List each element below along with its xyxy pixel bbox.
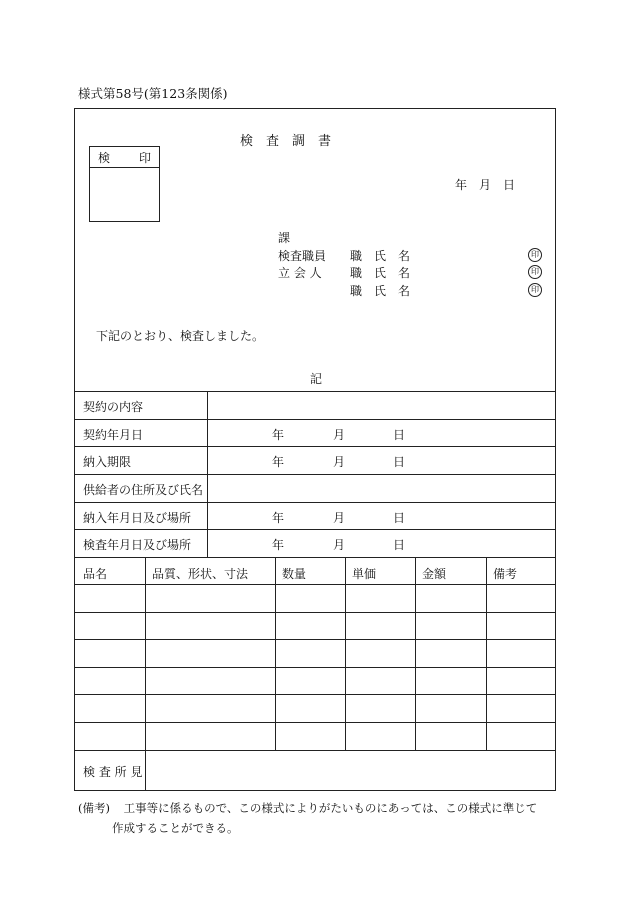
month-marker: 月 (333, 511, 346, 525)
day-marker: 日 (393, 455, 406, 469)
document-title: 検 査 調 書 (240, 134, 332, 149)
form-number: 様式第58号(第123条関係) (78, 86, 228, 101)
month-marker: 月 (333, 538, 346, 552)
inspection-stamp-box (89, 146, 160, 222)
table-rule (74, 584, 556, 585)
row-label-delivery-date-place: 納入年月日及び場所 (83, 511, 192, 525)
seal-icon: 印 (528, 248, 542, 262)
table-rule (74, 419, 556, 420)
day-marker: 日 (393, 428, 406, 442)
section-label: 課 (278, 231, 291, 245)
header-amount: 金額 (422, 567, 447, 581)
signatory-role-2: 立 会 人 (278, 266, 322, 280)
day-marker: 日 (393, 538, 406, 552)
year-marker: 年 (272, 428, 285, 442)
signatory-position-1: 職 氏 名 (350, 249, 411, 263)
header-quantity: 数量 (282, 567, 307, 581)
header-remarks: 備考 (493, 567, 518, 581)
day-marker: 日 (393, 511, 406, 525)
table-rule (74, 529, 556, 530)
row-label-inspection-date-place: 検査年月日及び場所 (83, 538, 192, 552)
table-rule (74, 612, 556, 613)
header-quality-shape-size: 品質、形状、寸法 (152, 567, 249, 581)
signatory-role-1: 検査職員 (278, 249, 327, 263)
intro-text: 下記のとおり、検査しました。 (96, 329, 265, 343)
table-rule (74, 474, 556, 475)
table-rule (74, 694, 556, 695)
ki-heading: 記 (310, 372, 323, 386)
table-rule (74, 722, 556, 723)
stamp-box-header (90, 147, 159, 168)
year-marker: 年 (272, 455, 285, 469)
inspection-opinion-label: 検 査 所 見 (83, 765, 143, 779)
seal-icon: 印 (528, 265, 542, 279)
year-marker: 年 (272, 511, 285, 525)
table-rule (74, 639, 556, 640)
note-prefix: (備考) (78, 801, 110, 815)
table-rule (74, 667, 556, 668)
stamp-box-label-right: 印 (138, 150, 151, 165)
row-label-contract-content: 契約の内容 (83, 400, 144, 414)
note-text-1: 工事等に係るもので、この様式によりがたいものにあっては、この様式に準じて (123, 801, 538, 815)
row-label-contract-date: 契約年月日 (83, 428, 144, 442)
table-rule (74, 557, 556, 558)
seal-icon: 印 (528, 283, 542, 297)
table-rule (415, 557, 416, 750)
table-rule (207, 391, 208, 557)
note-line-2: 作成することができる。 (112, 821, 239, 835)
document-date: 年 月 日 (455, 178, 516, 192)
table-rule (74, 446, 556, 447)
signatory-position-2: 職 氏 名 (350, 266, 411, 280)
table-rule (145, 557, 146, 791)
month-marker: 月 (333, 455, 346, 469)
row-label-supplier: 供給者の住所及び氏名 (83, 483, 204, 497)
row-label-delivery-deadline: 納入期限 (83, 455, 132, 469)
table-rule (486, 557, 487, 750)
month-marker: 月 (333, 428, 346, 442)
table-rule (275, 557, 276, 750)
header-unit-price: 単価 (352, 567, 377, 581)
table-rule (74, 502, 556, 503)
header-item-name: 品名 (83, 567, 108, 581)
year-marker: 年 (272, 538, 285, 552)
table-rule (345, 557, 346, 750)
table-rule (74, 750, 556, 751)
signatory-position-3: 職 氏 名 (350, 284, 411, 298)
table-rule (74, 391, 556, 392)
note-line-1 (78, 800, 537, 816)
stamp-box-label-left: 検 (98, 150, 111, 165)
